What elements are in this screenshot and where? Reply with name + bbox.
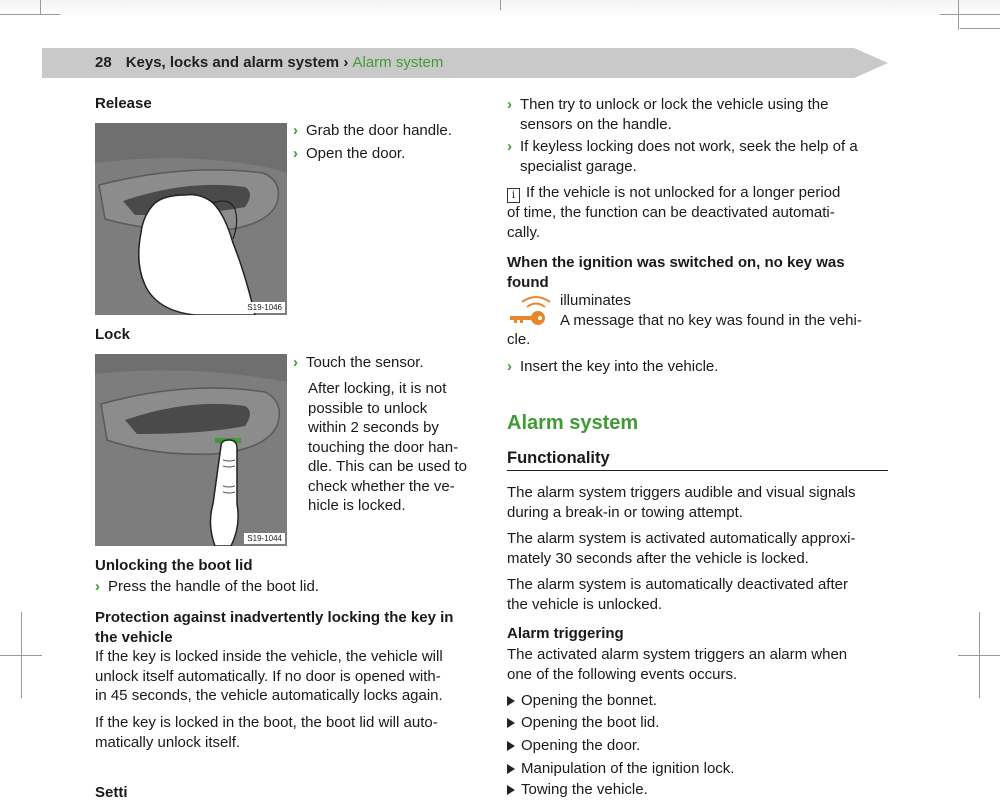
triangle-bullet-icon <box>507 741 515 751</box>
crop-mark <box>40 0 41 14</box>
protection-para-1: If the key is locked inside the vehicle, the vehicle will unlock itself automatically. If no door is opened with- in 45 seconds, the vehicle automatically locks again. <box>95 648 443 704</box>
boot-heading: Unlocking the boot lid <box>95 557 253 574</box>
key-warning-icon <box>508 292 554 328</box>
step-arrow-icon: › <box>293 354 298 371</box>
list-item: Opening the bonnet. <box>507 691 657 711</box>
triangle-bullet-icon <box>507 696 515 706</box>
lock-description: After locking, it is not possible to unlock within 2 seconds by touching the door han- dle. This can be used to check whether the ve- hicle is locked. <box>308 380 467 514</box>
alarm-triggering-text: The activated alarm system triggers an alarm when one of the following events occurs. <box>507 646 848 683</box>
func-para-3: The alarm system is automatically deactivated after the vehicle is unlocked. <box>507 576 848 613</box>
cut-off-heading: Setti <box>95 784 128 801</box>
crop-mark <box>940 14 1000 15</box>
figure-label: S19-1046 <box>244 302 285 313</box>
list-item: Opening the boot lid. <box>507 713 659 733</box>
triangle-bullet-icon <box>507 718 515 728</box>
info-icon: i <box>507 188 520 203</box>
chapter-title: Keys, locks and alarm system <box>125 54 340 71</box>
nokey-heading: When the ignition was switched on, no key was found <box>507 254 845 291</box>
figure-label: S19-1044 <box>244 533 285 544</box>
step-arrow-icon: › <box>293 145 298 162</box>
alarm-triggering-heading: Alarm triggering <box>507 625 624 642</box>
step-arrow-icon: › <box>507 358 512 375</box>
step-specialist-garage: › If keyless locking does not work, seek the help of a specialist garage. <box>507 138 858 175</box>
page-number: 28 <box>95 54 112 71</box>
release-heading: Release <box>95 95 152 112</box>
door-handle-release-illustration <box>95 123 287 315</box>
func-para-2: The alarm system is activated automatically approxi- mately 30 seconds after the vehicle is locked. <box>507 530 856 567</box>
list-item: Manipulation of the ignition lock. <box>507 759 734 779</box>
section-divider <box>507 470 888 471</box>
step-arrow-icon: › <box>507 138 512 155</box>
triangle-bullet-icon <box>507 764 515 774</box>
list-item: Opening the door. <box>507 736 640 756</box>
info-note: i If the vehicle is not unlocked for a longer period of time, the function can be deactivated automati- cally. <box>507 184 841 241</box>
crop-mark <box>21 612 22 698</box>
list-item: Towing the vehicle. <box>507 780 648 800</box>
lock-heading: Lock <box>95 326 131 343</box>
functionality-heading: Functionality <box>507 449 610 467</box>
func-para-1: The alarm system triggers audible and visual signals during a break-in or towing attempt. <box>507 484 856 521</box>
nokey-message-line-1: A message that no key was found in the vehi- <box>560 312 862 329</box>
section-title: Alarm system <box>352 54 444 71</box>
protection-heading: Protection against inadvertently locking the key in the vehicle <box>95 609 454 646</box>
step-touch-sensor: › Touch the sensor. <box>293 354 424 371</box>
alarm-system-title: Alarm system <box>507 412 639 434</box>
step-press-boot-handle: › Press the handle of the boot lid. <box>95 578 319 595</box>
protection-para-2: If the key is locked in the boot, the boot lid will auto- matically unlock itself. <box>95 714 438 751</box>
crop-mark <box>500 0 501 10</box>
nokey-message-line-2: cle. <box>507 331 531 348</box>
illuminates-text: illuminates <box>560 292 631 309</box>
crop-mark <box>958 0 959 30</box>
step-insert-key: › Insert the key into the vehicle. <box>507 358 719 375</box>
step-arrow-icon: › <box>507 96 512 113</box>
step-arrow-icon: › <box>293 122 298 139</box>
crop-mark <box>979 612 980 698</box>
step-try-sensors: › Then try to unlock or lock the vehicle using the sensors on the handle. <box>507 96 829 133</box>
breadcrumb-separator: › <box>343 54 349 71</box>
crop-mark <box>960 28 1000 29</box>
step-grab-handle: › Grab the door handle. <box>293 122 452 139</box>
step-arrow-icon: › <box>95 578 100 595</box>
triangle-bullet-icon <box>507 785 515 795</box>
page-header <box>95 54 443 71</box>
crop-mark <box>0 14 60 15</box>
door-handle-lock-illustration <box>95 354 287 546</box>
step-open-door: › Open the door. <box>293 145 406 162</box>
